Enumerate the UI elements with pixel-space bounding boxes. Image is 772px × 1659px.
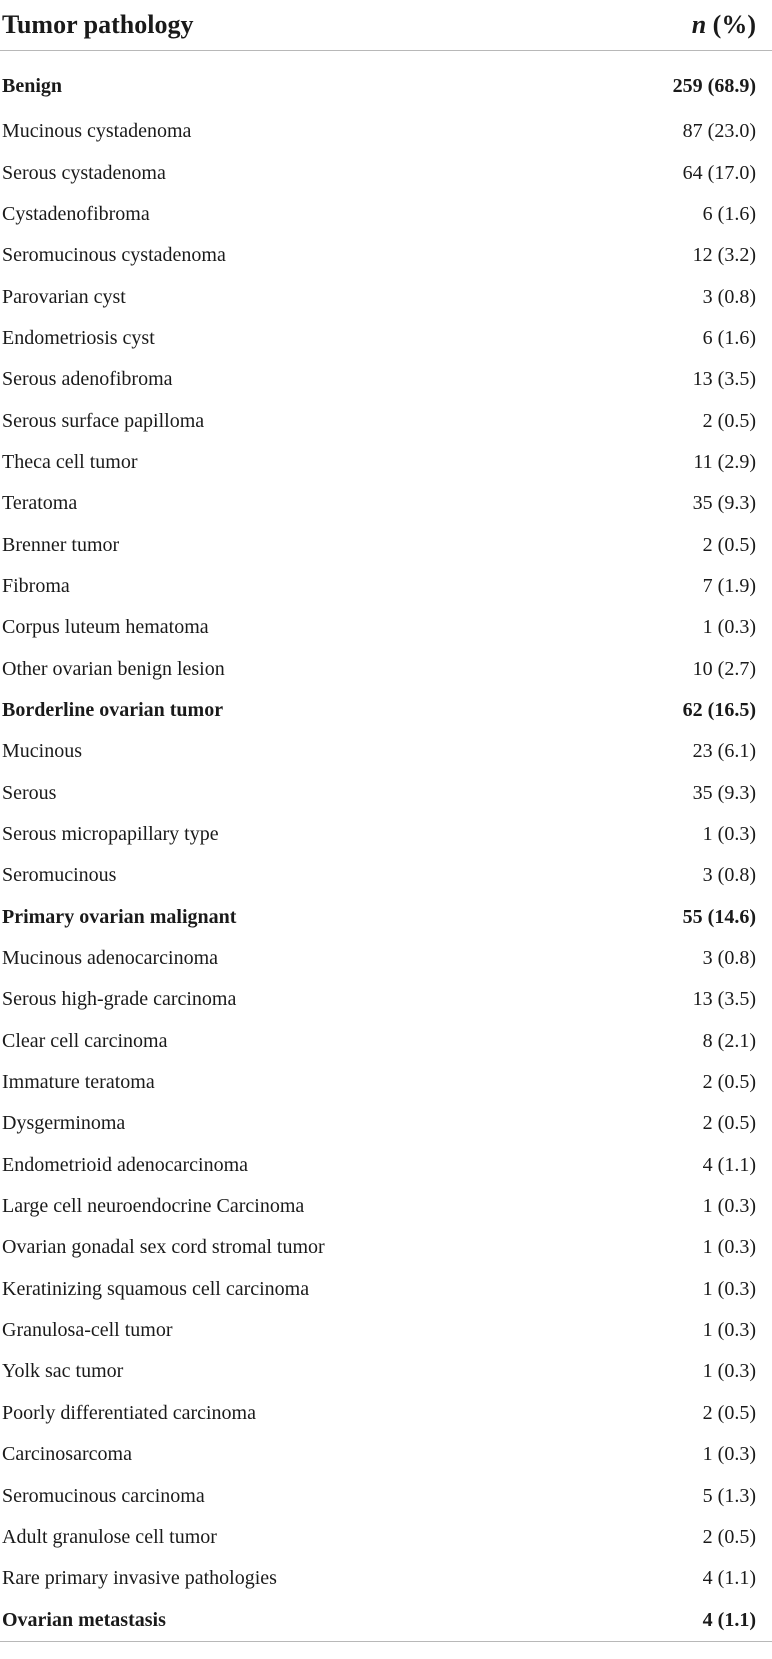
row-value: 87 (23.0) <box>682 120 756 143</box>
table-row <box>0 1434 772 1475</box>
row-label: Serous surface papilloma <box>2 409 205 432</box>
row-value: 64 (17.0) <box>682 161 756 184</box>
row-label: Serous micropapillary type <box>2 823 219 846</box>
row-value: 1 (0.3) <box>702 1236 756 1259</box>
table-row <box>0 1310 772 1351</box>
row-label: Seromucinous <box>2 864 117 887</box>
row-label: Seromucinous cystadenoma <box>2 244 226 267</box>
header-percent: (%) <box>706 10 756 39</box>
row-label: Clear cell carcinoma <box>2 1029 168 1052</box>
row-value: 55 (14.6) <box>682 905 756 928</box>
table-row <box>0 400 772 441</box>
row-value: 35 (9.3) <box>692 492 756 515</box>
table-row <box>0 318 772 359</box>
row-label: Borderline ovarian tumor <box>2 698 224 721</box>
row-value: 2 (0.5) <box>702 533 756 556</box>
row-label: Serous <box>2 781 57 804</box>
row-label: Serous high-grade carcinoma <box>2 988 237 1011</box>
row-label: Serous cystadenoma <box>2 161 166 184</box>
row-value: 2 (0.5) <box>702 1401 756 1424</box>
row-value: 13 (3.5) <box>692 368 756 391</box>
row-value: 10 (2.7) <box>692 657 756 680</box>
row-value: 4 (1.1) <box>702 1153 756 1176</box>
table-row <box>0 979 772 1020</box>
row-label: Rare primary invasive pathologies <box>2 1567 277 1590</box>
row-label: Immature teratoma <box>2 1071 155 1094</box>
table-row <box>0 1475 772 1516</box>
table-row <box>0 276 772 317</box>
row-label: Carcinosarcoma <box>2 1443 132 1466</box>
table-row <box>0 111 772 152</box>
table-row <box>0 442 772 483</box>
table-row <box>0 814 772 855</box>
table-row-category <box>0 51 772 112</box>
header-row <box>0 0 772 51</box>
row-label: Seromucinous carcinoma <box>2 1484 205 1507</box>
row-value: 13 (3.5) <box>692 988 756 1011</box>
table-row <box>0 1145 772 1186</box>
table-row <box>0 1021 772 1062</box>
table-row <box>0 731 772 772</box>
row-value: 1 (0.3) <box>702 823 756 846</box>
row-value: 2 (0.5) <box>702 1112 756 1135</box>
table-row <box>0 524 772 565</box>
row-label: Poorly differentiated carcinoma <box>2 1401 256 1424</box>
row-label: Endometriosis cyst <box>2 326 155 349</box>
table-row <box>0 1558 772 1599</box>
row-value: 8 (2.1) <box>702 1029 756 1052</box>
row-label: Other ovarian benign lesion <box>2 657 225 680</box>
row-value: 12 (3.2) <box>692 244 756 267</box>
row-value: 4 (1.1) <box>702 1567 756 1590</box>
table-row <box>0 1186 772 1227</box>
row-value: 62 (16.5) <box>682 698 756 721</box>
table-row <box>0 1351 772 1392</box>
row-label: Corpus luteum hematoma <box>2 616 209 639</box>
table-body <box>0 51 772 1642</box>
row-value: 1 (0.3) <box>702 1195 756 1218</box>
table-row <box>0 648 772 689</box>
header-n: n <box>691 10 707 39</box>
row-value: 7 (1.9) <box>702 574 756 597</box>
row-value: 259 (68.9) <box>672 75 756 97</box>
row-label: Ovarian gonadal sex cord stromal tumor <box>2 1236 325 1259</box>
table-row <box>0 607 772 648</box>
row-value: 3 (0.8) <box>702 285 756 308</box>
table-row <box>0 483 772 524</box>
row-value: 2 (0.5) <box>702 1525 756 1548</box>
row-value: 1 (0.3) <box>702 616 756 639</box>
row-value: 11 (2.9) <box>693 450 756 473</box>
table-header <box>0 0 772 51</box>
row-label: Primary ovarian malignant <box>2 905 237 928</box>
table-row <box>0 938 772 979</box>
table-row-category <box>0 897 772 938</box>
table-row <box>0 235 772 276</box>
row-value: 3 (0.8) <box>702 864 756 887</box>
table-row <box>0 194 772 235</box>
row-value: 1 (0.3) <box>702 1360 756 1383</box>
row-value: 6 (1.6) <box>702 326 756 349</box>
row-value: 1 (0.3) <box>702 1319 756 1342</box>
table-row <box>0 359 772 400</box>
row-label: Serous adenofibroma <box>2 368 173 391</box>
table-row <box>0 1393 772 1434</box>
row-label: Theca cell tumor <box>2 450 138 473</box>
row-label: Ovarian metastasis <box>0 1599 600 1641</box>
table-row-category <box>0 690 772 731</box>
row-label: Large cell neuroendocrine Carcinoma <box>2 1195 305 1218</box>
table-row <box>0 1062 772 1103</box>
header-tumor-pathology: Tumor pathology <box>0 0 600 51</box>
row-value: 4 (1.1) <box>600 1599 772 1641</box>
row-value: 3 (0.8) <box>702 947 756 970</box>
row-value: 35 (9.3) <box>692 781 756 804</box>
row-label: Keratinizing squamous cell carcinoma <box>2 1277 310 1300</box>
row-label: Teratoma <box>2 492 78 515</box>
row-value: 1 (0.3) <box>702 1443 756 1466</box>
table-row <box>0 1103 772 1144</box>
row-value: 23 (6.1) <box>692 740 756 763</box>
table-row <box>0 1227 772 1268</box>
row-label: Dysgerminoma <box>2 1112 126 1135</box>
row-label: Endometrioid adenocarcinoma <box>2 1153 249 1176</box>
row-value: 2 (0.5) <box>702 1071 756 1094</box>
row-label: Benign <box>2 75 63 97</box>
table-row <box>0 1517 772 1558</box>
row-label: Cystadenofibroma <box>2 202 150 225</box>
table-row <box>0 773 772 814</box>
row-label: Mucinous <box>2 740 82 763</box>
row-label: Parovarian cyst <box>2 285 126 308</box>
row-label: Granulosa-cell tumor <box>2 1319 173 1342</box>
table-row <box>0 1269 772 1310</box>
row-value: 2 (0.5) <box>702 409 756 432</box>
row-label: Adult granulose cell tumor <box>2 1525 217 1548</box>
row-label: Yolk sac tumor <box>2 1360 124 1383</box>
row-label: Fibroma <box>2 574 70 597</box>
table-row-category <box>0 1599 772 1641</box>
table-row <box>0 855 772 896</box>
row-label: Brenner tumor <box>2 533 120 556</box>
row-label: Mucinous adenocarcinoma <box>2 947 219 970</box>
table-row <box>0 566 772 607</box>
row-value: 5 (1.3) <box>702 1484 756 1507</box>
table-row <box>0 152 772 193</box>
row-value: 1 (0.3) <box>702 1277 756 1300</box>
row-label: Mucinous cystadenoma <box>2 120 192 143</box>
row-value: 6 (1.6) <box>702 202 756 225</box>
header-n-percent <box>600 0 772 51</box>
